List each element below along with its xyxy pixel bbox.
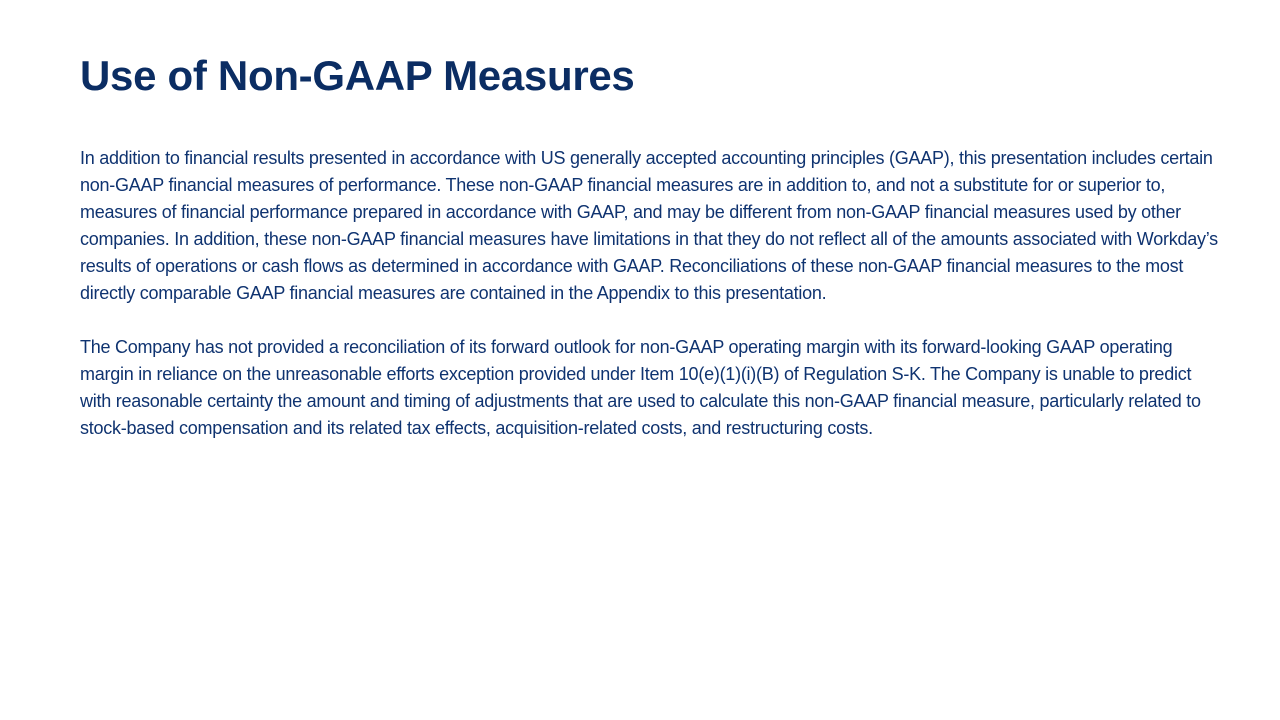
slide-body (80, 145, 1220, 442)
paragraph-non-gaap-intro: In addition to financial results presented in accordance with US generally accepted accounting principles (GAAP), this presentation includes certain non-GAAP financial measures of performance. These non-GAAP financial measures are in addition to, and not a substitute for or superior to, measures of financial performance prepared in accordance with GAAP, and may be different from non-GAAP financial measures used by other companies. In addition, these non-GAAP financial measures have limitations in that they do not reflect all of the amounts associated with Workday’s results of operations or cash flows as determined in accordance with GAAP. Reconciliations of these non-GAAP financial measures to the most directly comparable GAAP financial measures are contained in the Appendix to this presentation. (80, 148, 1218, 303)
page-title: Use of Non-GAAP Measures (80, 52, 635, 99)
paragraph-forward-outlook: The Company has not provided a reconciliation of its forward outlook for non-GAAP operating margin with its forward-looking GAAP operating margin in reliance on the unreasonable efforts exception provided under Item 10(e)(1)(i)(B) of Regulation S-K. The Company is unable to predict with reasonable certainty the amount and timing of adjustments that are used to calculate this non-GAAP financial measure, particularly related to stock-based compensation and its related tax effects, acquisition-related costs, and restructuring costs. (80, 337, 1201, 438)
